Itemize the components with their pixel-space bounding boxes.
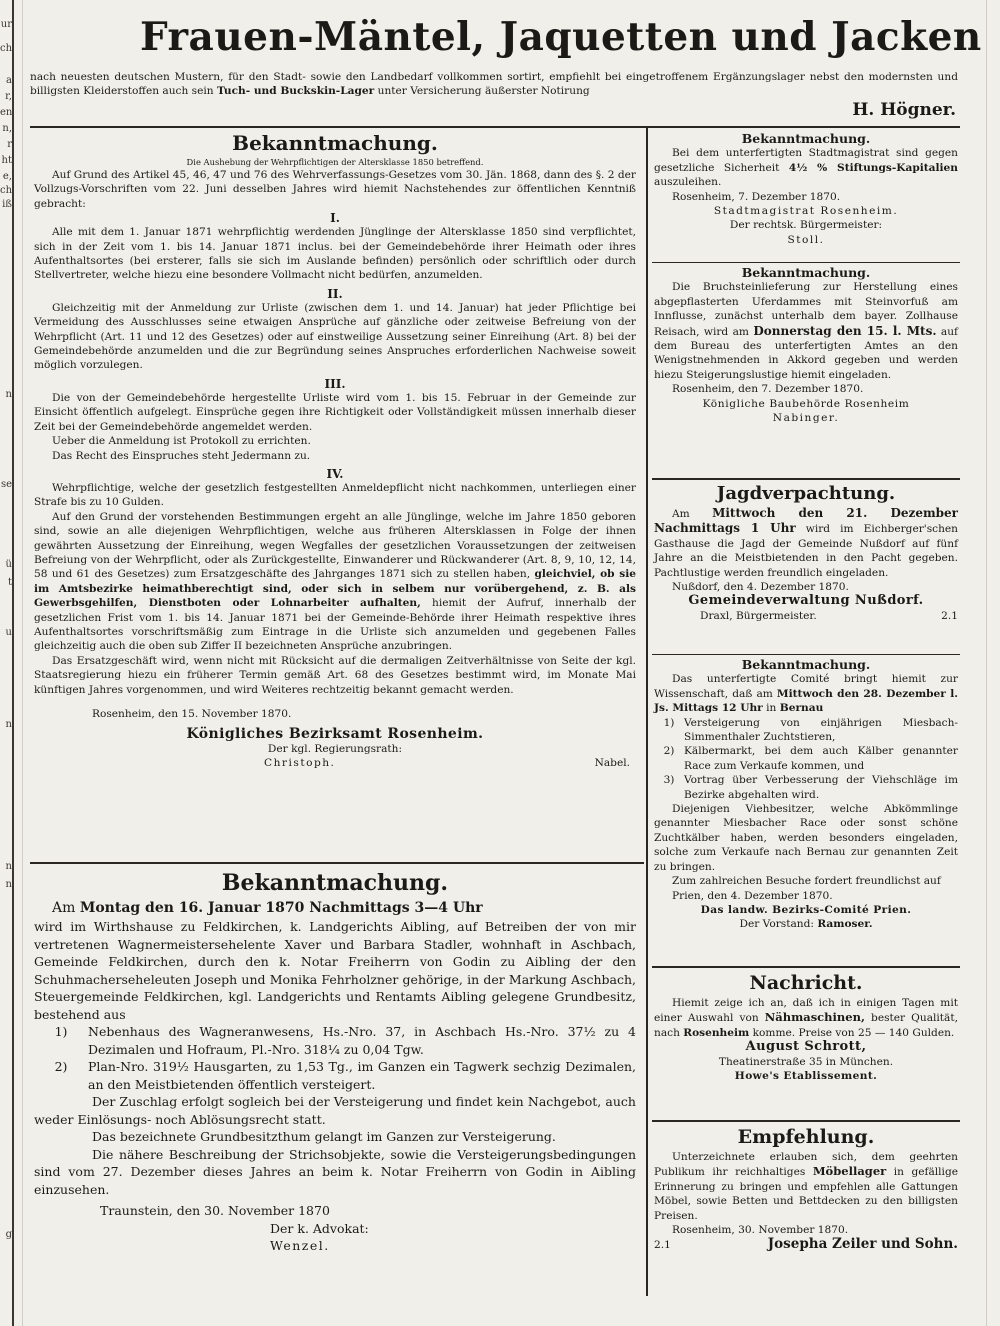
signature-name: Stoll.: [787, 233, 825, 246]
list-item: 1) Versteigerung von einjährigen Miesbach-Simmenthaler Zuchtstieren,: [663, 716, 958, 744]
edge-fragment: en: [0, 107, 13, 118]
edge-fragment: n: [5, 389, 12, 400]
notice-date: Prien, den 4. Dezember 1870.: [672, 889, 833, 902]
edge-fragment: ch: [0, 185, 13, 196]
notice-emphasis: Nähmaschinen,: [764, 1010, 865, 1025]
notice-paragraph: Zum zahlreichen Besuche fordert freundlichst auf: [672, 875, 941, 888]
notice-role-line: Der Vorstand: Ramoser.: [739, 918, 873, 931]
header-text-bold: Tuch- und Buckskin-Lager: [216, 85, 375, 98]
notice-title: Bekanntmachung.: [741, 657, 871, 672]
edge-fragment: ur: [0, 19, 12, 30]
edge-fragment: r,: [5, 91, 12, 102]
notice-title: Empfehlung.: [737, 1126, 875, 1148]
notice-title: Jagdverpachtung.: [716, 483, 896, 504]
notice-firm: Howe's Etablissement.: [734, 1070, 878, 1083]
notice-subtitle: Die Aushebung der Wehrpflichtigen der Altersklasse 1850 betreffend.: [186, 157, 484, 167]
notice-address: Theatinerstraße 35 in München.: [718, 1055, 894, 1068]
edge-fragment: t: [7, 577, 12, 588]
signature-name: Christoph.: [264, 757, 336, 770]
notice-paragraph: Die von der Gemeindebehörde hergestellte Urliste wird vom 1. bis 15. Februar in der Gemeinde zur Einsicht öffentlich aufgelegt. Einsprüche gegen ihre Richtigkeit oder Vollständigkeit müssen innerhalb dieser Zeit bei der Gemeindebehörde angemeldet werden.: [34, 391, 636, 433]
edge-fragment: iß: [2, 199, 12, 210]
list-item: 2) Kälbermarkt, bei dem auch Kälber genannter Race zum Verkaufe kommen, und: [663, 745, 958, 772]
column-divider: [646, 128, 648, 1296]
section-number: III.: [324, 376, 346, 391]
signature-name: Nabel.: [594, 757, 630, 770]
header-rule: [30, 126, 960, 128]
notice-lead: Am Montag den 16. Januar 1870 Nachmittags 3—4 Uhr: [52, 900, 483, 916]
edge-fragment: a: [6, 75, 12, 86]
notice-mark: 2.1: [654, 1239, 671, 1252]
notice-empfehlung: [654, 1124, 958, 1253]
notice-emphasis: Donnerstag den 15. l. Mts.: [753, 323, 937, 338]
notice-title: Bekanntmachung.: [741, 131, 871, 146]
notice-paragraph: Gleichzeitig mit der Anmeldung zur Urliste (zwischen dem 1. und 14. Januar) hat jeder Pflichtige bei Vermeidung des Ausschlusses seine etwaigen Ansprüche auf gänzliche oder zeitweise Befreiung von der Wehrpflicht (Art. 11 und 12 des Gesetzes) oder auf einstweilige Aussetzung seiner Einreihung (Art. 8) bei der Gemeindebehörde anzumelden und die zur Begründung seines Anspruches erforderlichen Nachweise soweit möglich vorzulegen.: [34, 301, 636, 372]
notice-office: Gemeindeverwaltung Nußdorf.: [688, 593, 924, 609]
notice-date: Rosenheim, 30. November 1870.: [672, 1224, 849, 1237]
notice-paragraph: Das bezeichnete Grundbesitzthum gelangt im Ganzen zur Versteigerung.: [92, 1129, 556, 1144]
edge-fragment: g: [5, 1229, 12, 1240]
signature-name: August Schrott,: [745, 1039, 867, 1055]
section-number: IV.: [326, 466, 344, 481]
notice-date: Rosenheim, den 15. November 1870.: [92, 708, 292, 720]
header-title: Frauen-Mäntel, Jaquetten und Jacken: [140, 14, 982, 60]
notice-paragraph: Unterzeichnete erlauben sich, dem geehrten Publikum ihr reichhaltiges Möbellager in gefällige Erinnerung zu bringen und empfehlen alle Gattungen Möbel, sowie Betten und Bettdecken zu den billigsten Preisen.: [654, 1151, 958, 1222]
notice-mark: 2.1: [941, 609, 958, 622]
header-text: nach neuesten deutschen Mustern, für den Stadt- sowie den Landbedarf vollkommen sortirt, empfiehlt bei eingetroffenem Ergänzungslager nebst den modernsten und billigsten Kleiderstoffen auch sein Tuch- und Buckskin-Lager unter Versicherung äußerster Notirung: [30, 71, 958, 98]
header-signature: H. Högner.: [852, 100, 956, 120]
edge-fragment: se: [0, 479, 12, 490]
edge-fragment: ü: [5, 559, 12, 570]
notice-office: Das landw. Bezirks-Comité Prien.: [700, 903, 912, 916]
notice-official-title: Der kgl. Regierungsrath:: [267, 742, 403, 755]
section-rule: [652, 478, 960, 480]
gutter-line: [986, 0, 987, 1326]
notice-date: Nußdorf, den 4. Dezember 1870.: [672, 581, 849, 594]
edge-fragment: n: [5, 879, 12, 890]
notice-date: Rosenheim, 7. Dezember 1870.: [672, 190, 841, 203]
edge-fragment: ht: [1, 155, 12, 166]
notice-signatures: [654, 609, 958, 623]
section-number: I.: [330, 211, 340, 226]
notice-emphasis: Möbellager: [812, 1164, 887, 1179]
notice-paragraph: Das Ersatzgeschäft wird, wenn nicht mit Rücksicht auf die dermaligen Zeitverhältnisse von Seite der kgl. Staatsregierung hiezu ein früherer Termin gemäß Art. 68 des Gesetzes bestimmt wird, im Monate Mai künftigen Jahres vorgenommen, und wird Weiteres rechtzeitig bekannt gemacht werden.: [34, 654, 636, 696]
notice-paragraph: Diejenigen Viehbesitzer, welche Abkömmlinge genannter Miesbacher Race oder sonst schöne Zuchtkälber haben, werden besonders eingeladen, solche zum Verkaufe nach Bernau zur genannten Zeit zu bringen.: [654, 803, 958, 873]
notice-versteigerung: [34, 868, 636, 1255]
notice-date: Rosenheim, den 7. Dezember 1870.: [672, 383, 864, 396]
section-number: II.: [327, 286, 343, 301]
notice-paragraph: wird im Wirthshause zu Feldkirchen, k. Landgerichts Aibling, auf Betreiben der von mir vertretenen Wagnermeistersehelente Xaver und Barbara Stadler, wohnhaft in Aschbach, Gemeinde Feldkirchen, durch den k. Notar Freiherrn von Godin zu Aibling der den Schuhmacherseheleuten Joseph und Monika Fehrholzner gehörige, in der Markung Aschbach, Steuergemeinde Feldkirchen, kgl. Landgerichts und Rentamts Aibling gelegene Grundbesitz, bestehend aus: [34, 919, 636, 1022]
notice-signatures: [34, 756, 636, 770]
section-rule: [652, 262, 960, 263]
notice-date: Traunstein, den 30. November 1870: [100, 1203, 330, 1218]
section-rule: [652, 966, 960, 968]
notice-emphasis: Montag den 16. Januar 1870 Nachmittags 3—4 Uhr: [79, 900, 483, 916]
notice-paragraph: Alle mit dem 1. Januar 1871 wehrpflichtig werdenden Jünglinge der Altersklasse 1850 sind verpflichtet, sich in der Zeit vom 1. bis 14. Januar 1871 inclus. bei der Gemeindebehörde ihrer Heimath oder ihres Aufenthaltsortes (bei ersterer, falls sie sich im Auslande befinden) persönlich oder schriftlich oder durch Stellvertreter, welche hiezu eine besondere Vollmacht nicht bedürfen, anzumelden.: [34, 226, 636, 282]
notice-emphasis: Mittwoch den 28. Dezember l. Js. Mittags 12 Uhr: [654, 687, 958, 715]
signature-name: Wenzel.: [270, 1238, 330, 1253]
list-item: 2) Plan-Nro. 319½ Hausgarten, zu 1,53 Tg., im Ganzen ein Tagwerk sechzig Dezimalen, an den Meistbietenden öffentlich versteigert.: [54, 1059, 636, 1092]
edge-fragment: e,: [2, 171, 12, 182]
notice-emphasis: Mittwoch den 21. Dezember Nachmittags 1 Uhr: [654, 506, 958, 536]
notice-role: Der rechtsk. Bürgermeister:: [729, 219, 883, 232]
notice-emphasis: Rosenheim: [683, 1026, 750, 1039]
signature-name: Draxl, Bürgermeister.: [700, 609, 817, 622]
notice-emphasis: 4½ % Stiftungs-Kapitalien: [788, 161, 958, 174]
notice-paragraph: Das Recht des Einspruches steht Jedermann zu.: [52, 449, 311, 462]
notice-title: Bekanntmachung.: [221, 870, 449, 896]
notice-place: Bernau: [779, 702, 824, 715]
edge-fragment: n,: [2, 123, 12, 134]
signature-name: Nabinger.: [772, 412, 840, 425]
notice-paragraph: Ueber die Anmeldung ist Protokoll zu errichten.: [52, 435, 311, 448]
edge-fragment: r: [7, 139, 12, 150]
notice-role: Der k. Advokat:: [270, 1220, 369, 1236]
notice-emphasis: gleichviel, ob sie im Amtsbezirke heimathberechtigt sind, oder sich in selbem nur vorübergehend, z. B. als Gewerbsgehilfen, Dienstboten oder Lohnarbeiter aufhalten,: [34, 568, 636, 610]
notice-paragraph: Die Bruchsteinlieferung zur Herstellung eines abgepflasterten Uferdammes mit Steinvorfuß am Innflusse, zunächst unterhalb dem bayer. Zollhause Reisach, wird am Donnerstag den 15. l. Mts. auf dem Bureau des unterfertigten Amtes an den Wenigstnehmenden in Akkord gegeben und werden hiezu Steigerungslustige hiemit eingeladen.: [654, 281, 958, 381]
notice-title: Bekanntmachung.: [232, 131, 438, 155]
notice-paragraph: Wehrpflichtige, welche der gesetzlich festgestellten Anmeldepflicht nicht nachkommen, unterliegen einer Strafe bis zu 10 Gulden.: [34, 481, 636, 509]
notice-title: Bekanntmachung.: [741, 265, 871, 280]
gutter-line: [22, 0, 23, 1326]
notice-office: Königliches Bezirksamt Rosenheim.: [186, 726, 484, 743]
notice-paragraph: Am Mittwoch den 21. Dezember Nachmittags 1 Uhr wird im Eichberger'schen Gasthause die Jagd der Gemeinde Nußdorf auf fünf Jahre an die Meistbietenden in den Pacht gegeben. Pachtlustige werden freundlich eingeladen.: [654, 506, 958, 579]
list-item: 3) Vortrag über Verbesserung der Viehschläge im Bezirke abgehalten wird.: [663, 774, 958, 801]
notice-paragraph: Auf Grund des Artikel 45, 46, 47 und 76 des Wehrverfassungs-Gesetzes vom 30. Jän. 1868, dann des §. 2 der Vollzugs-Vorschriften vom 22. Juni desselben Jahres wird hiemit Nachstehendes zur öffentlichen Kenntniß gebracht:: [34, 169, 636, 210]
edge-fragment: n: [5, 719, 12, 730]
section-rule: [652, 1120, 960, 1122]
notice-paragraph: Der Zuschlag erfolgt sogleich bei der Versteigerung und findet kein Nachgebot, auch weder Einlösungs- noch Ablösungsrecht statt.: [34, 1094, 636, 1127]
notice-nachricht: [654, 970, 958, 1083]
notice-paragraph: Die nähere Beschreibung der Strichsobjekte, sowie die Versteigerungsbedingungen sind vom 27. Dezember dieses Jahres an beim k. Notar Freiherrn von Godin in Aibling einzusehen.: [34, 1146, 636, 1197]
section-rule: [652, 654, 960, 655]
notice-stiftung: [654, 132, 958, 247]
section-rule: [30, 862, 644, 864]
notice-paragraph: Auf den Grund der vorstehenden Bestimmungen ergeht an alle Jünglinge, welche im Jahre 1850 geboren sind, sowie an alle diejenigen Wehrpflichtigen, welche aus früheren Altersklassen in Folge der ihnen gewährten Aussetzung der Einreihung, wegen Wegfalles der gesetzlichen Voraussetzungen der zeitweisen Befreiung von der Wehrpflicht, oder als Zurückgestellte, Einwanderer und Rückwanderer (Art. 8, 9, 10, 12, 14, 58 und 61 des Gesetzes) zum Ersatzgeschäfte des Jahrganges 1871 sich zu stellen haben, gleichviel, ob sie im Amtsbezirke heimathberechtigt sind, oder sich in selbem nur vorübergehend, z. B. als Gewerbsgehilfen, Dienstboten oder Lohnarbeiter aufhalten, hiemit der Aufruf, innerhalb der gesetzlichen Frist vom 1. bis 14. Januar 1871 bei der Gemeinde-Behörde ihrer Heimath respektive ihres Aufenthaltsortes vorschriftsmäßig zum Eintrage in die Urliste sich anzumelden und gegebenen Falles gleichzeitig auch die oben sub Ziffer II bezeichneten Ansprüche anzubringen.: [34, 510, 636, 653]
notice-paragraph: Bei dem unterfertigten Stadtmagistrat sind gegen gesetzliche Sicherheit 4½ % Stiftungs-Kapitalien auszuleihen.: [654, 147, 958, 189]
notice-paragraph: Das unterfertigte Comité bringt hiemit zur Wissenschaft, daß am Mittwoch den 28. Dezember l. Js. Mittags 12 Uhr in Bernau: [654, 673, 958, 715]
notice-wehrpflicht: [34, 130, 636, 771]
notice-office: Stadtmagistrat Rosenheim.: [713, 205, 899, 218]
edge-fragment: u: [5, 627, 12, 638]
notice-office: Königliche Baubehörde Rosenheim: [702, 397, 910, 410]
notice-paragraph: Hiemit zeige ich an, daß ich in einigen Tagen mit einer Auswahl von Nähmaschinen, bester Qualität, nach Rosenheim komme. Preise von 25 — 140 Gulden.: [654, 997, 958, 1039]
notice-jagd: [654, 482, 958, 623]
signature-name: Josepha Zeiler und Sohn.: [767, 1236, 958, 1253]
edge-fragment: ch: [0, 43, 13, 54]
left-edge-column-fragment: [0, 0, 14, 1326]
notice-title: Nachricht.: [749, 972, 863, 994]
signature-name: Ramoser.: [817, 918, 873, 931]
edge-fragment: n: [5, 861, 12, 872]
notice-comite: [654, 658, 958, 932]
notice-bruchstein: [654, 266, 958, 425]
list-item: 1) Nebenhaus des Wagneranwesens, Hs.-Nro. 37, in Aschbach Hs.-Nro. 37½ zu 4 Dezimalen und Hofraum, Pl.-Nro. 318¼ zu 0,04 Tgw.: [54, 1024, 636, 1057]
notice-signatures: [654, 1237, 958, 1252]
